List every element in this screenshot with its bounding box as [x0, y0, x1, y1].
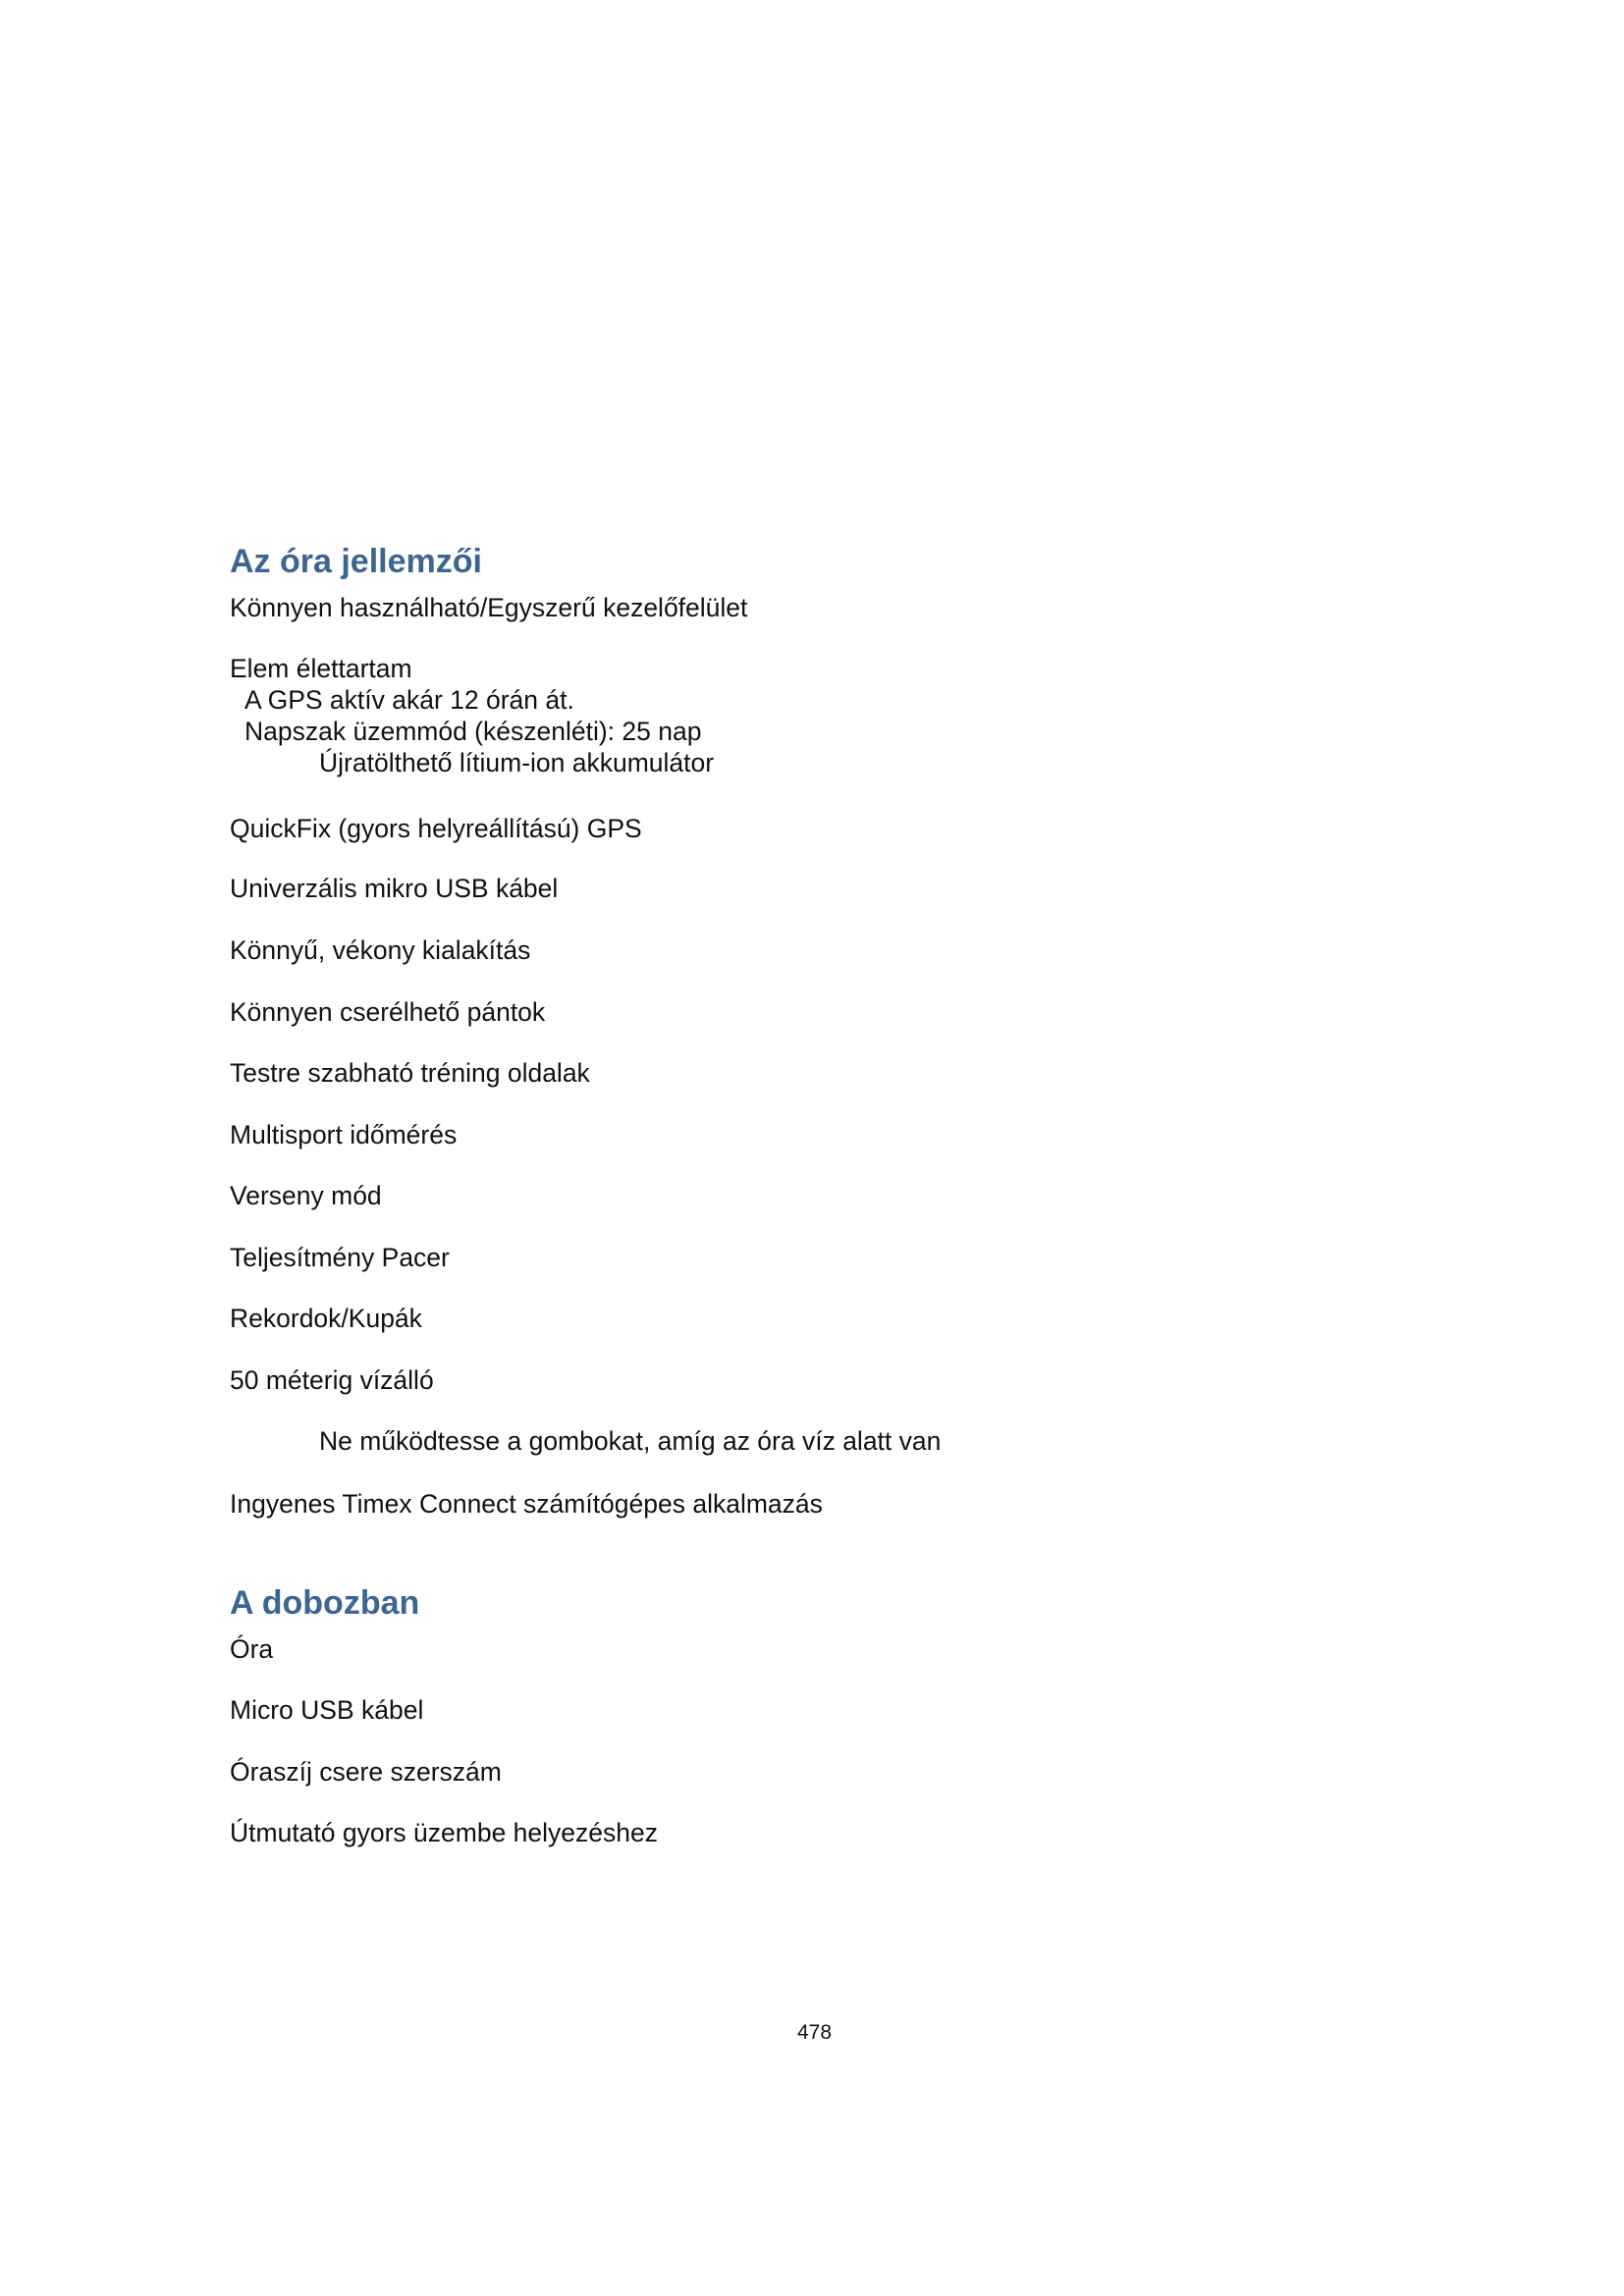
feature-item: QuickFix (gyors helyreállítású) GPS [230, 814, 642, 843]
box-item: Útmutató gyors üzembe helyezéshez [230, 1818, 658, 1847]
feature-subitem: Újratölthető lítium-ion akkumulátor [319, 748, 715, 777]
page-number: 478 [797, 2021, 833, 2044]
box-item: Óra [230, 1634, 274, 1664]
feature-item: Teljesítmény Pacer [230, 1243, 450, 1272]
section-title-features: Az óra jellemzői [230, 543, 482, 580]
feature-item: Rekordok/Kupák [230, 1304, 422, 1333]
feature-subitem: A GPS aktív akár 12 órán át. [244, 685, 574, 715]
feature-note: Ne működtesse a gombokat, amíg az óra víz alatt van [319, 1426, 942, 1456]
feature-item: Univerzális mikro USB kábel [230, 874, 559, 903]
feature-item: Könnyen használható/Egyszerű kezelőfelület [230, 593, 748, 622]
section-title-in-the-box: A dobozban [230, 1584, 420, 1622]
box-item: Micro USB kábel [230, 1695, 424, 1725]
box-item: Óraszíj csere szerszám [230, 1757, 502, 1787]
feature-item: Könnyű, vékony kialakítás [230, 935, 531, 965]
feature-item: Testre szabható tréning oldalak [230, 1058, 590, 1088]
feature-item: Könnyen cserélhető pántok [230, 997, 546, 1027]
feature-item: 50 méterig vízálló [230, 1365, 434, 1395]
feature-item: Verseny mód [230, 1181, 382, 1210]
feature-subitem: Napszak üzemmód (készenléti): 25 nap [244, 717, 702, 746]
feature-item: Elem élettartam [230, 654, 412, 683]
feature-item: Ingyenes Timex Connect számítógépes alkalmazás [230, 1489, 823, 1519]
feature-item: Multisport időmérés [230, 1120, 458, 1149]
